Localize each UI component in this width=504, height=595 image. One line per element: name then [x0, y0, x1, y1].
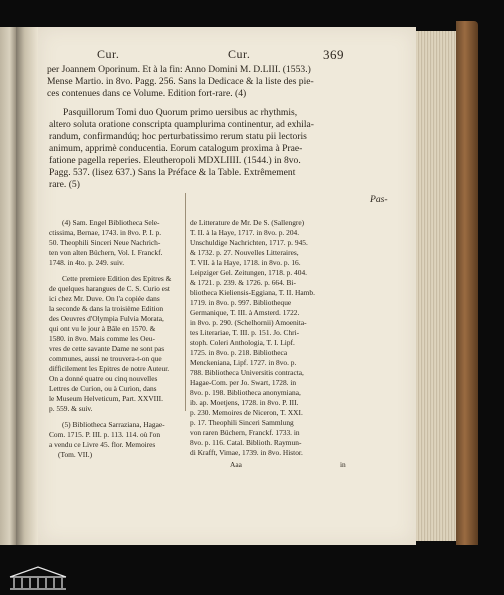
text-line: per Joannem Oporinum. Et à la fin: Anno Domini M. D.LIII. (1553.)	[47, 64, 311, 75]
footnote-line: 788. Bibliotheca Universitis contracta,	[190, 368, 304, 377]
catchword: in	[340, 460, 346, 469]
footnote-line: vres de cette savante Dame ne sont pas	[49, 344, 165, 353]
text-line: animum, apprimè conducentia. Eorum catalogum proxima à Prae-	[49, 143, 303, 154]
footnote-line: Lettres de Curion, ou à Curion, dans	[49, 384, 157, 393]
footnote-line: Com. 1715. P. III. p. 113. 114. où l'on	[49, 430, 161, 439]
footnote-line: la seconde & dans la troisième Edition	[49, 304, 164, 313]
running-head-center: Cur.	[228, 47, 251, 61]
footnote-line: (4) Sam. Engel Bibliotheca Sele-	[62, 218, 160, 227]
signature-mark: Aaa	[230, 460, 242, 469]
footnote-line: de Litterature de Mr. De S. (Sallengre)	[190, 218, 305, 227]
text-line: ces contenues dans ce Volume. Edition fort-rare. (4)	[47, 88, 247, 99]
footnote-line: a vendu ce Livre 45. flor. Memoires	[49, 440, 156, 449]
footnote-line: von raren Büchern, Franckf. 1733. in	[190, 428, 300, 437]
text-line: fatione pagella reperies. Eleutheropoli MDXLIIII. (1544.) in 8vo.	[49, 155, 301, 166]
column-rule	[185, 193, 186, 411]
volume-signature: (Tom. VII.)	[58, 450, 93, 459]
footnote-line: & 1721. p. 239. & 1726. p. 664. Bi-	[190, 278, 296, 287]
footnote-line: p. 559. & suiv.	[49, 404, 93, 413]
footnote-line: ten von alten Büchern, Vol. I. Franckf.	[49, 248, 163, 257]
footnote-line: 1725. in 8vo. p. 218. Bibliotheca	[190, 348, 288, 357]
text-line: randum, confirmandúq; hoc perturbatissimo rerum statu pii lectoris	[49, 131, 307, 142]
footnote-line: stoph. Coleri Anthologia, T. I. Lipf.	[190, 338, 295, 347]
footnote-line: bliotheca Kieliensis-Eggiana, T. II. Hamb.	[190, 288, 315, 297]
footnote-line: (5) Bibliotheca Sarraziana, Hagae-	[62, 420, 165, 429]
footnote-line: p. 230. Memoires de Niceron, T. XXI.	[190, 408, 303, 417]
page-edges	[416, 31, 456, 541]
footnote-line: Hagae-Com. per Jo. Swart, 1728. in	[190, 378, 297, 387]
footnote-line: difficilement les Epitres de notre Auteur.	[49, 364, 170, 373]
footnote-line: in 8vo. p. 290. (Schelhornii) Amoenita-	[190, 318, 307, 327]
footnote-line: 1748. in 4to. p. 249. suiv.	[49, 258, 125, 267]
footer-bar	[0, 545, 504, 595]
footnote-line: le Museum Helveticum, Part. XXVIII.	[49, 394, 163, 403]
footnote-line: 8vo. p. 116. Catal. Biblioth. Raymun-	[190, 438, 302, 447]
footnote-line: des Oeuvres d'Olympia Fulvia Morata,	[49, 314, 164, 323]
footnote-line: ici chez Mr. Duve. On l'a copiée dans	[49, 294, 160, 303]
footnote-line: qui ont vu le jour à Bâle en 1570. &	[49, 324, 156, 333]
footnote-line: di Krafft, Vimae, 1739. in 8vo. Histor.	[190, 448, 303, 457]
running-head-left: Cur.	[97, 47, 120, 61]
footnote-line: p. 17. Theophili Sinceri Sammlung	[190, 418, 294, 427]
footnote-line: tes Literariae, T. III. p. 151. Jo. Chri-	[190, 328, 300, 337]
library-building-icon	[8, 565, 68, 591]
footnote-line: T. II. à la Haye, 1717. in 8vo. p. 204.	[190, 228, 300, 237]
footnote-line: Menckeniana, Lipf. 1727. in 8vo. p.	[190, 358, 297, 367]
page-number: 369	[323, 47, 344, 62]
text-line: Pasquillorum Tomi duo Quorum primo uersibus ac rhythmis,	[63, 107, 298, 118]
footnote-line: ib. ap. Moetjens, 1728. in 8vo. P. III.	[190, 398, 299, 407]
text-line: altero soluta oratione conscripta quamplurima continentur, ad exhila-	[49, 119, 314, 130]
catchword: Pas-	[370, 194, 388, 205]
footnote-line: communes, aussi ne trouvera-t-on que	[49, 354, 162, 363]
footnote-line: T. VII. à la Haye, 1718. in 8vo. p. 16.	[190, 258, 301, 267]
left-page-edge	[0, 27, 16, 545]
text-line: rare. (5)	[49, 179, 80, 190]
footnote-line: 8vo. p. 198. Bibliotheca anonymiana,	[190, 388, 301, 397]
book-gutter	[16, 27, 38, 545]
book-cover	[456, 21, 478, 551]
footnote-line: & 1732. p. 27. Nouvelles Litteraires,	[190, 248, 299, 257]
footnote-line: de quelques harangues de C. S. Curio est	[49, 284, 170, 293]
footnote-line: Leipziger Gel. Zeitungen, 1718. p. 404.	[190, 268, 307, 277]
footnote-line: Germanique, T. III. à Amsterd. 1722.	[190, 308, 300, 317]
footnote-line: 50. Theophili Sinceri Neue Nachrich-	[49, 238, 161, 247]
text-line: Mense Martio. in 8vo. Pagg. 256. Sans la Dedicace & la liste des pie-	[47, 76, 314, 87]
footnote-line: On a donné quatre ou cinq nouvelles	[49, 374, 158, 383]
footnote-line: 1580. in 8vo. Mais comme les Oeu-	[49, 334, 155, 343]
footnote-line: Cette premiere Edition des Epitres &	[62, 274, 172, 283]
text-line: Pagg. 537. (lisez 637.) Sans la Préface & la Table. Extrêmement	[49, 167, 296, 178]
footnote-line: Unschuldige Nachrichten, 1717. p. 945.	[190, 238, 308, 247]
footnote-line: 1719. in 8vo. p. 997. Bibliotheque	[190, 298, 292, 307]
footnote-line: ctissima, Bernae, 1743. in 8vo. P. I. p.	[49, 228, 162, 237]
